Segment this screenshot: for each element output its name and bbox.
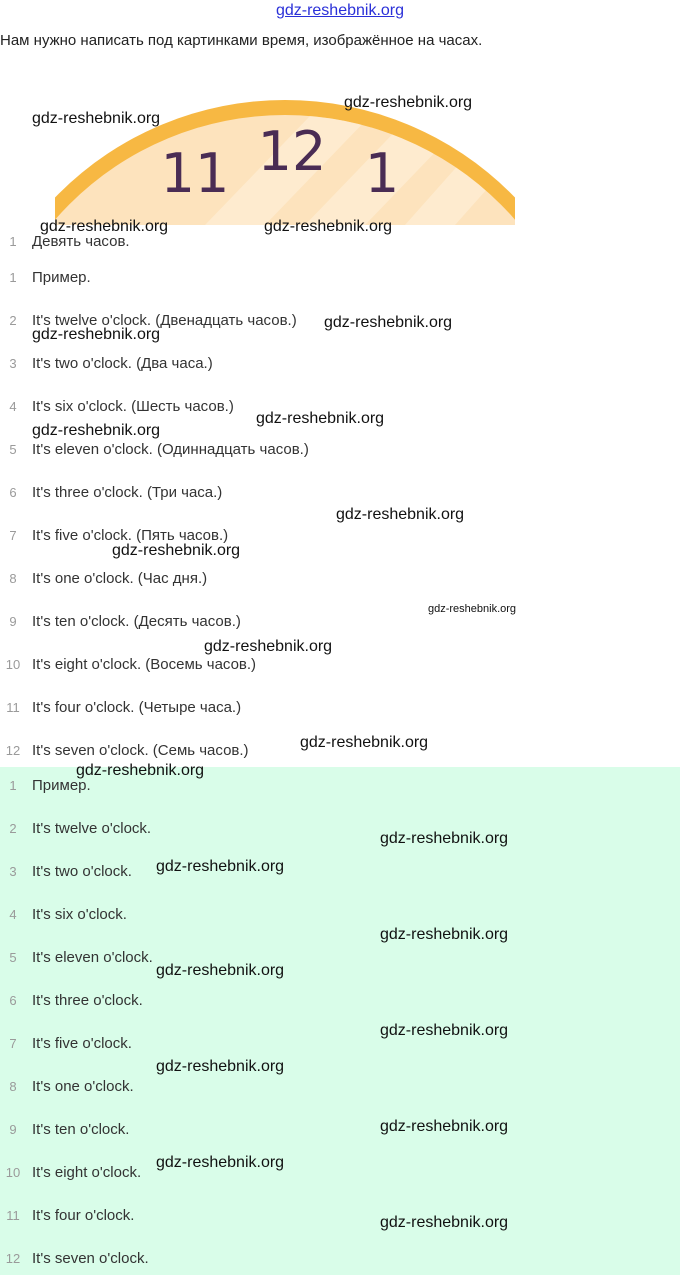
answer-line-number: 8	[9, 1079, 17, 1094]
answer-line-number: 5	[9, 950, 17, 965]
task-line-number: 4	[9, 399, 17, 414]
site-link[interactable]: gdz-reshebnik.org	[275, 2, 405, 19]
watermark-text: gdz-reshebnik.org	[428, 603, 517, 615]
watermark-text: gdz-reshebnik.org	[204, 638, 333, 655]
task-line-number: 10	[5, 657, 21, 672]
answer-line-text: It's four o'clock.	[32, 1207, 135, 1224]
answer-block	[0, 767, 680, 1275]
task-line	[0, 354, 660, 374]
answer-line-text: It's seven o'clock.	[32, 1250, 149, 1267]
task-line-text: It's four o'clock. (Четыре часа.)	[32, 699, 242, 716]
task-line-number: 11	[6, 700, 20, 715]
answer-line-text: It's ten o'clock.	[32, 1121, 130, 1138]
task-line-number: 1	[9, 234, 17, 249]
answer-line-text: It's one o'clock.	[32, 1078, 134, 1095]
task-line-text: It's ten o'clock. (Десять часов.)	[32, 613, 241, 630]
task-line-number: 8	[9, 571, 17, 586]
answer-line	[0, 862, 660, 882]
clock-numeral-12: 12	[257, 120, 327, 183]
answer-line-number: 1	[9, 778, 17, 793]
task-line-text: Девять часов.	[32, 233, 130, 250]
answer-line-text: It's five o'clock.	[32, 1035, 132, 1052]
answer-line-number: 4	[9, 907, 17, 922]
answer-line-number: 6	[9, 993, 17, 1008]
answer-line-number: 3	[9, 864, 17, 879]
watermark-text: gdz-reshebnik.org	[336, 506, 465, 523]
clock-numeral-1: 1	[364, 142, 400, 205]
task-line	[0, 440, 660, 460]
task-line	[0, 569, 660, 589]
watermark-text: gdz-reshebnik.org	[32, 326, 161, 343]
task-line-text: It's three o'clock. (Три часа.)	[32, 484, 223, 501]
answer-line-number: 11	[6, 1208, 20, 1223]
answer-line-text: Пример.	[32, 777, 91, 794]
watermark-text: gdz-reshebnik.org	[156, 962, 285, 979]
task-line-text: It's eleven o'clock. (Одиннадцать часов.)	[32, 441, 309, 458]
answer-line-text: It's two o'clock.	[32, 863, 132, 880]
watermark-text: gdz-reshebnik.org	[264, 218, 393, 235]
answer-line-number: 2	[9, 821, 17, 836]
answer-line	[0, 819, 660, 839]
answer-line-text: It's eleven o'clock.	[32, 949, 153, 966]
answer-line-number: 7	[9, 1036, 17, 1051]
task-line-number: 3	[9, 356, 17, 371]
task-line-text: Пример.	[32, 269, 91, 286]
watermark-text: gdz-reshebnik.org	[380, 1022, 509, 1039]
answer-line-number: 12	[5, 1251, 21, 1266]
answer-line	[0, 1034, 660, 1054]
task-line-text: It's six o'clock. (Шесть часов.)	[32, 398, 234, 415]
watermark-text: gdz-reshebnik.org	[256, 410, 385, 427]
task-line-number: 7	[9, 528, 17, 543]
watermark-text: gdz-reshebnik.org	[76, 762, 205, 779]
answer-line	[0, 991, 660, 1011]
watermark-text: gdz-reshebnik.org	[112, 542, 241, 559]
watermark-text: gdz-reshebnik.org	[380, 926, 509, 943]
task-line-number: 12	[5, 743, 21, 758]
watermark-text: gdz-reshebnik.org	[32, 422, 161, 439]
task-line	[0, 698, 660, 718]
task-line-text: It's eight o'clock. (Восемь часов.)	[32, 656, 257, 673]
task-line-number: 5	[9, 442, 17, 457]
watermark-text: gdz-reshebnik.org	[380, 1118, 509, 1135]
task-line-number: 6	[9, 485, 17, 500]
watermark-text: gdz-reshebnik.org	[380, 1214, 509, 1231]
task-line	[0, 268, 660, 288]
task-line-number: 9	[9, 614, 17, 629]
task-line-number: 2	[9, 313, 17, 328]
intro-text: Нам нужно написать под картинками время, изображённое на часах.	[0, 32, 483, 49]
watermark-text: gdz-reshebnik.org	[40, 218, 169, 235]
answer-line	[0, 1163, 660, 1183]
task-line	[0, 612, 660, 632]
answer-line	[0, 1206, 660, 1226]
watermark-text: gdz-reshebnik.org	[324, 314, 453, 331]
task-line-text: It's two o'clock. (Два часа.)	[32, 355, 213, 372]
watermark-text: gdz-reshebnik.org	[344, 94, 473, 111]
watermark-text: gdz-reshebnik.org	[300, 734, 429, 751]
task-line	[0, 655, 660, 675]
task-line-text: It's five o'clock. (Пять часов.)	[32, 527, 229, 544]
task-line	[0, 483, 660, 503]
task-line	[0, 526, 660, 546]
watermark-text: gdz-reshebnik.org	[32, 110, 161, 127]
answer-line-text: It's six o'clock.	[32, 906, 127, 923]
answer-line	[0, 1249, 660, 1269]
answer-line	[0, 1120, 660, 1140]
answer-line	[0, 948, 660, 968]
answer-line	[0, 905, 660, 925]
task-line-text: It's seven o'clock. (Семь часов.)	[32, 742, 249, 759]
answer-line-text: It's twelve o'clock.	[32, 820, 152, 837]
answer-line-text: It's three o'clock.	[32, 992, 143, 1009]
task-line-text: It's one o'clock. (Час дня.)	[32, 570, 208, 587]
task-line-text: It's twelve o'clock. (Двенадцать часов.)	[32, 312, 297, 329]
watermark-text: gdz-reshebnik.org	[156, 1154, 285, 1171]
clock-numeral-11: 11	[160, 142, 230, 205]
answer-line-text: It's eight o'clock.	[32, 1164, 142, 1181]
answer-line-number: 10	[5, 1165, 21, 1180]
watermark-text: gdz-reshebnik.org	[156, 1058, 285, 1075]
watermark-text: gdz-reshebnik.org	[156, 858, 285, 875]
task-line-number: 1	[9, 270, 17, 285]
answer-line-number: 9	[9, 1122, 17, 1137]
watermark-text: gdz-reshebnik.org	[380, 830, 509, 847]
answer-line	[0, 1077, 660, 1097]
